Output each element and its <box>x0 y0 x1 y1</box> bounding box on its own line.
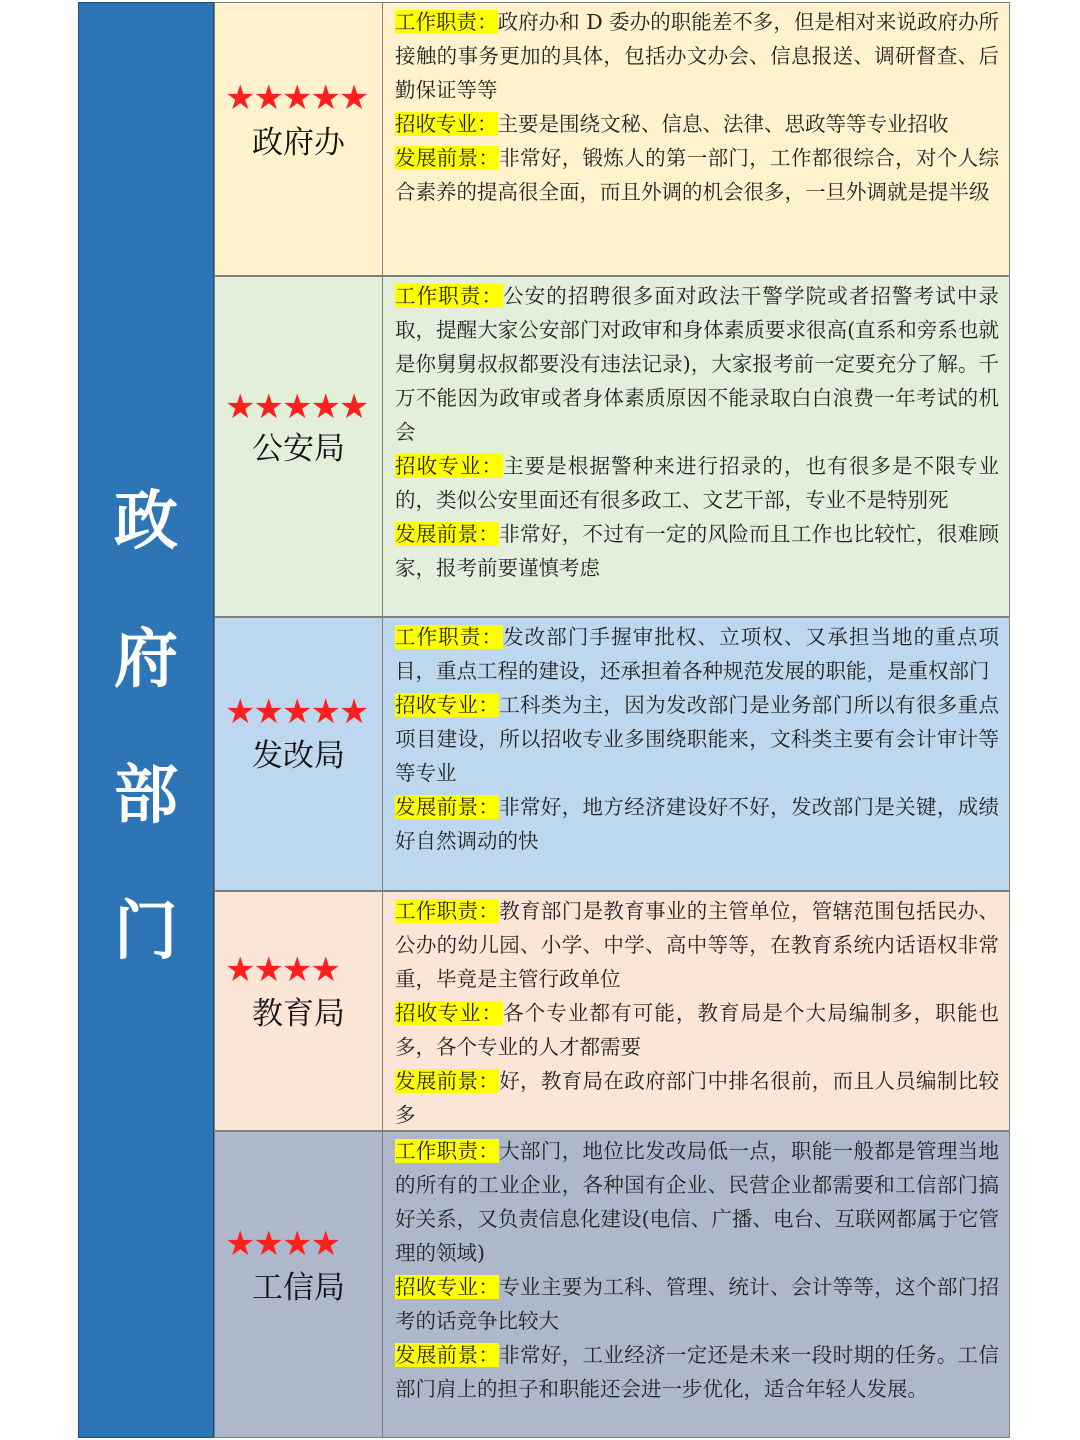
major-label: 招收专业： <box>395 112 498 136</box>
duty-paragraph <box>395 5 999 107</box>
sidebar-char: 部 <box>114 759 178 833</box>
department-name: 发改局 <box>252 738 345 774</box>
prospect-paragraph <box>395 517 999 585</box>
prospect-paragraph <box>395 1064 999 1132</box>
duty-paragraph <box>395 894 999 996</box>
department-description <box>395 5 999 209</box>
major-paragraph <box>395 449 999 517</box>
prospect-text: 非常好，工业经济一定还是未来一段时期的任务。工信部门肩上的担子和职能还会进一步优化，适合年轻人发展。 <box>395 1343 1000 1401</box>
major-text: 工科类为主，因为发改部门是业务部门所以有很多重点项目建设，所以招收专业多围绕职能来，文科类主要有会计审计等等专业 <box>395 693 1000 785</box>
major-paragraph <box>395 107 999 141</box>
sidebar-government-departments <box>78 2 214 1438</box>
department-name-cell <box>215 277 383 616</box>
sidebar-char: 门 <box>114 895 178 969</box>
department-row-zhengfuban <box>214 2 1010 276</box>
major-text: 主要是围绕文秘、信息、法律、思政等等专业招收 <box>497 112 949 136</box>
department-name-cell <box>215 618 383 890</box>
duty-text: 教育部门是教育事业的主管单位，管辖范围包括民办、公办的幼儿园、小学、中学、高中等等，在教育系统内话语权非常重，毕竟是主管行政单位 <box>395 899 1000 991</box>
department-name-cell <box>215 892 383 1130</box>
prospect-paragraph <box>395 141 999 209</box>
department-description <box>395 1134 999 1406</box>
department-row-jiaoyuju <box>214 891 1010 1131</box>
department-description <box>395 894 999 1132</box>
department-name: 政府办 <box>252 125 345 161</box>
star-rating-icon: ★★★★★ <box>225 387 368 427</box>
duty-text: 公安的招聘很多面对政法干警学院或者招警考试中录取，提醒大家公安部门对政审和身体素质要求很高(直系和旁系也就是你舅舅叔叔都要没有违法记录)，大家报考前一定要充分了解。千万不能因为政审或者身体素质原因不能录取白白浪费一年考试的机会 <box>395 284 1000 444</box>
duty-paragraph <box>395 1134 999 1270</box>
major-label: 招收专业： <box>395 1275 500 1299</box>
duty-text: 大部门，地位比发改局低一点，职能一般都是管理当地的所有的工业企业，各种国有企业、民营企业都需要和工信部门搞好关系，又负责信息化建设(电信、广播、电台、互联网都属于它管理的领域) <box>395 1139 1000 1265</box>
duty-label: 工作职责： <box>395 899 500 923</box>
duty-label: 工作职责： <box>395 284 504 308</box>
star-rating-icon: ★★★★★ <box>225 692 368 732</box>
major-paragraph <box>395 996 999 1064</box>
major-paragraph <box>395 1270 999 1338</box>
sidebar-char: 府 <box>114 623 178 697</box>
star-rating-icon: ★★★★ <box>225 950 339 990</box>
duty-paragraph <box>395 279 999 449</box>
duty-text: 政府办和 D 委办的职能差不多，但是相对来说政府办所接触的事务更加的具体，包括办文办会、信息报送、调研督查、后勤保证等等 <box>395 10 1000 102</box>
prospect-text: 好，教育局在政府部门中排名很前，而且人员编制比较多 <box>395 1069 1000 1127</box>
prospect-text: 非常好，地方经济建设好不好，发改部门是关键，成绩好自然调动的快 <box>395 795 1000 853</box>
prospect-label: 发展前景： <box>395 795 500 819</box>
major-text: 主要是根据警种来进行招录的，也有很多是不限专业的，类似公安里面还有很多政工、文艺干部，专业不是特别死 <box>395 454 1000 512</box>
department-name-cell <box>215 1132 383 1437</box>
major-label: 招收专业： <box>395 1001 504 1025</box>
major-label: 招收专业： <box>395 454 504 478</box>
duty-label: 工作职责： <box>395 10 498 34</box>
department-name: 工信局 <box>252 1270 345 1306</box>
duty-paragraph <box>395 620 999 688</box>
duty-label: 工作职责： <box>395 625 504 649</box>
department-description <box>395 620 999 858</box>
department-description <box>395 279 999 585</box>
major-text: 各个专业都有可能，教育局是个大局编制多，职能也多，各个专业的人才都需要 <box>395 1001 1000 1059</box>
star-rating-icon: ★★★★ <box>225 1224 339 1264</box>
duty-text: 发改部门手握审批权、立项权、又承担当地的重点项目，重点工程的建设，还承担着各种规范发展的职能，是重权部门 <box>395 625 1000 683</box>
prospect-label: 发展前景： <box>395 1343 500 1367</box>
department-row-gonganju <box>214 276 1010 617</box>
department-row-gongxinju <box>214 1131 1010 1438</box>
star-rating-icon: ★★★★★ <box>225 78 368 118</box>
prospect-paragraph <box>395 1338 999 1406</box>
prospect-label: 发展前景： <box>395 1069 500 1093</box>
prospect-paragraph <box>395 790 999 858</box>
department-row-fagaiju <box>214 617 1010 891</box>
prospect-text: 非常好，锻炼人的第一部门，工作都很综合，对个人综合素养的提高很全面，而且外调的机会很多，一旦外调就是提半级 <box>395 146 1000 204</box>
department-name: 公安局 <box>252 431 345 467</box>
prospect-label: 发展前景： <box>395 522 500 546</box>
prospect-text: 非常好，不过有一定的风险而且工作也比较忙，很难顾家，报考前要谨慎考虑 <box>395 522 1000 580</box>
major-label: 招收专业： <box>395 693 500 717</box>
duty-label: 工作职责： <box>395 1139 500 1163</box>
sidebar-char: 政 <box>114 485 178 559</box>
major-paragraph <box>395 688 999 790</box>
department-name-cell <box>215 3 383 275</box>
major-text: 专业主要为工科、管理、统计、会计等等，这个部门招考的话竞争比较大 <box>395 1275 1000 1333</box>
prospect-label: 发展前景： <box>395 146 500 170</box>
department-name: 教育局 <box>252 996 345 1032</box>
